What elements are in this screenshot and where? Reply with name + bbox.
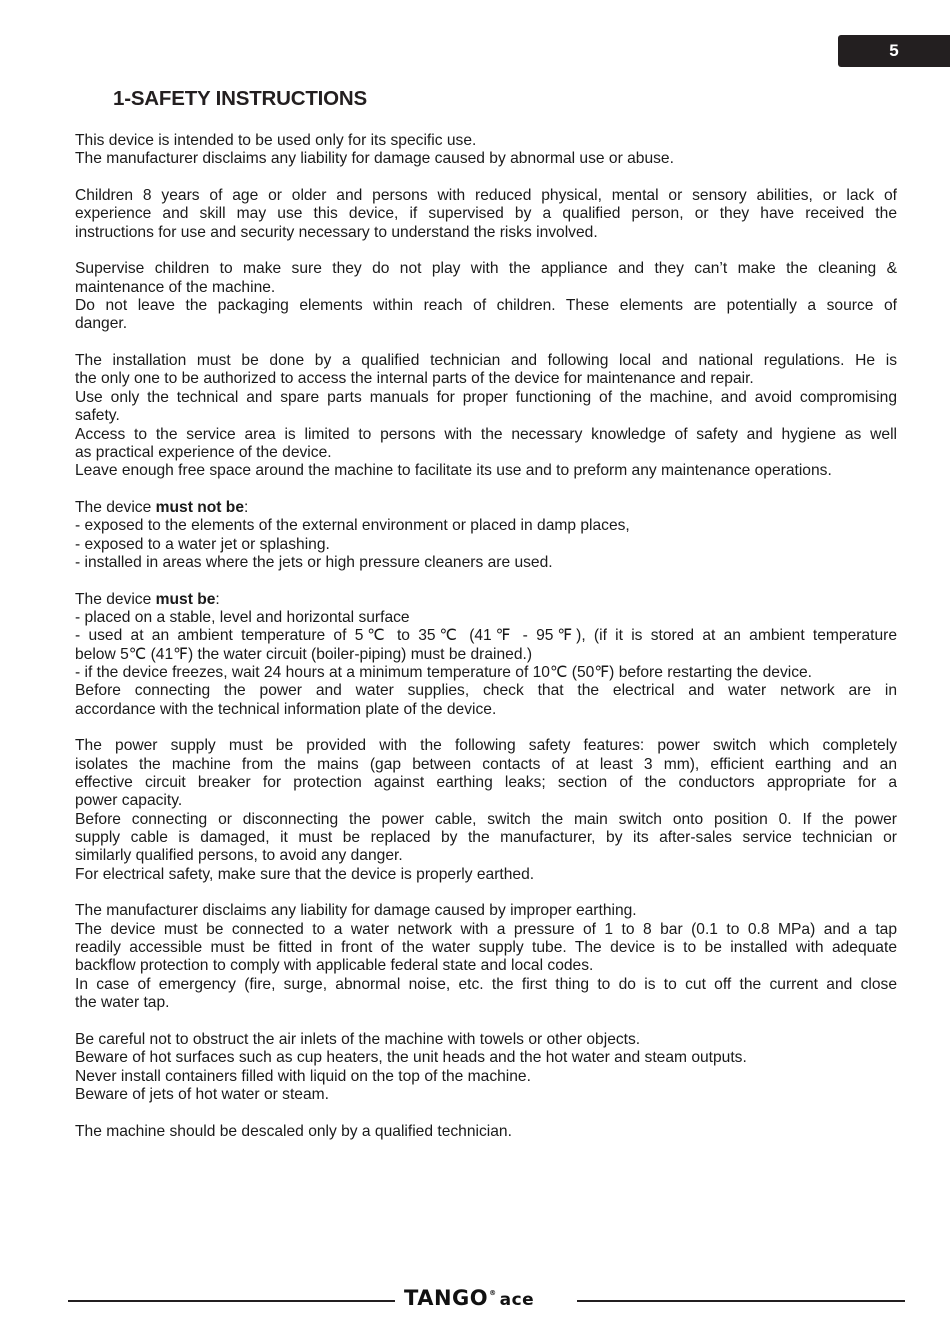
text-line: Do not leave the packaging elements within reach of children. These elements are potentially a source of — [75, 297, 897, 315]
paragraph-gap — [75, 719, 897, 737]
text-line: the only one to be authorized to access the internal parts of the device for maintenance and repair. — [75, 370, 754, 388]
text-line: Before connecting the power and water supplies, check that the electrical and water network are in — [75, 682, 897, 700]
text-line: In case of emergency (fire, surge, abnormal noise, etc. the first thing to do is to cut off the current and close — [75, 975, 897, 993]
text-line: as practical experience of the device. — [75, 443, 332, 461]
paragraph-gap — [75, 242, 897, 260]
text-line: supply cable is damaged, it must be replaced by the manufacturer, by its after-sales service technician or — [75, 829, 897, 847]
text-line: Before connecting or disconnecting the power cable, switch the main switch onto position 0. If the power — [75, 810, 897, 828]
text-line: This device is intended to be used only for its specific use. — [75, 132, 477, 149]
logo-registered-mark: ® — [489, 1289, 497, 1297]
paragraph-gap — [75, 572, 897, 590]
text-line: The machine should be descaled only by a qualified technician. — [75, 1122, 512, 1140]
text-segment: : — [244, 498, 249, 516]
document-body — [75, 132, 897, 1141]
text-line: backflow protection to comply with applicable federal state and local codes. — [75, 957, 594, 975]
paragraph-gap — [75, 481, 897, 499]
text-line: Beware of hot surfaces such as cup heaters, the unit heads and the hot water and steam outputs. — [75, 1049, 747, 1067]
text-line: danger. — [75, 315, 128, 333]
text-line: Never install containers filled with liquid on the top of the machine. — [75, 1067, 531, 1085]
text-line: - installed in areas where the jets or high pressure cleaners are used. — [75, 553, 553, 571]
text-line: instructions for use and security necessary to understand the risks involved. — [75, 223, 598, 241]
text-line: experience and skill may use this device, if supervised by a qualified person, or they have received the — [75, 205, 897, 223]
logo-brand: TANGO — [404, 1286, 489, 1310]
text-line: isolates the machine from the mains (gap between contacts of at least 3 mm), efficient earthing and an — [75, 755, 897, 773]
text-line: accordance with the technical information plate of the device. — [75, 700, 497, 718]
text-segment: The device — [75, 498, 156, 516]
text-line: Beware of jets of hot water or steam. — [75, 1085, 329, 1103]
text-line: The device must be connected to a water network with a pressure of 1 to 8 bar (0.1 to 0.8 MPa) and a tap — [75, 920, 897, 938]
text-line: power capacity. — [75, 792, 183, 810]
text-line: Be careful not to obstruct the air inlets of the machine with towels or other objects. — [75, 1030, 641, 1048]
text-line — [75, 499, 897, 517]
text-line: Use only the technical and spare parts manuals for proper functioning of the machine, and avoid compromising — [75, 388, 897, 406]
text-line: - exposed to the elements of the external environment or placed in damp places, — [75, 517, 630, 535]
brand-logo — [404, 1286, 534, 1310]
logo-model: ace — [499, 1290, 535, 1310]
text-line: similarly qualified persons, to avoid any danger. — [75, 847, 403, 865]
footer-rule-left — [68, 1300, 395, 1302]
text-line: - if the device freezes, wait 24 hours at a minimum temperature of 10℃ (50℉) before restarting the device. — [75, 663, 813, 681]
text-line: The manufacturer disclaims any liability for damage caused by abnormal use or abuse. — [75, 150, 674, 168]
section-heading: 1-SAFETY INSTRUCTIONS — [113, 87, 367, 110]
text-line: - exposed to a water jet or splashing. — [75, 535, 330, 553]
footer-rule-right — [577, 1300, 905, 1302]
emphasis-text: must not be — [155, 498, 244, 516]
page-number: 5 — [889, 41, 899, 60]
text-line: safety. — [75, 407, 120, 425]
text-line: below 5℃ (41℉) the water circuit (boiler-piping) must be drained.) — [75, 645, 533, 663]
text-line: readily accessible must be fitted in front of the water supply tube. The device is to be installed with adequate — [75, 939, 897, 957]
text-line: Access to the service area is limited to persons with the necessary knowledge of safety and hygiene as well — [75, 425, 897, 443]
text-line: maintenance of the machine. — [75, 278, 276, 296]
paragraph-gap — [75, 1013, 897, 1031]
text-line: The power supply must be provided with the following safety features: power switch which completely — [75, 737, 897, 755]
paragraph-gap — [75, 169, 897, 187]
text-line: Leave enough free space around the machine to facilitate its use and to preform any maintenance operations. — [75, 462, 832, 480]
text-line: effective circuit breaker for protection against earthing leaks; section of the conductors appropriate for a — [75, 774, 897, 792]
text-line: The manufacturer disclaims any liability for damage caused by improper earthing. — [75, 902, 637, 920]
text-line: the water tap. — [75, 994, 170, 1012]
text-line: Supervise children to make sure they do not play with the appliance and they can’t make the cleaning & — [75, 260, 897, 278]
text-segment: : — [215, 590, 220, 608]
paragraph-gap — [75, 334, 897, 352]
text-segment: The device — [75, 590, 156, 608]
page-number-tab — [838, 35, 950, 67]
text-line: For electrical safety, make sure that the device is properly earthed. — [75, 865, 535, 883]
paragraph-gap — [75, 884, 897, 902]
emphasis-text: must be — [155, 590, 216, 608]
text-line: - placed on a stable, level and horizontal surface — [75, 608, 410, 626]
text-line — [75, 591, 897, 609]
text-line: The installation must be done by a qualified technician and following local and national regulations. He is — [75, 352, 897, 370]
text-line: - used at an ambient temperature of 5℃ to 35℃ (41℉ - 95℉), (if it is stored at an ambient temperature — [75, 627, 897, 645]
text-line: Children 8 years of age or older and persons with reduced physical, mental or sensory abilities, or lack of — [75, 187, 897, 205]
paragraph-gap — [75, 1104, 897, 1122]
